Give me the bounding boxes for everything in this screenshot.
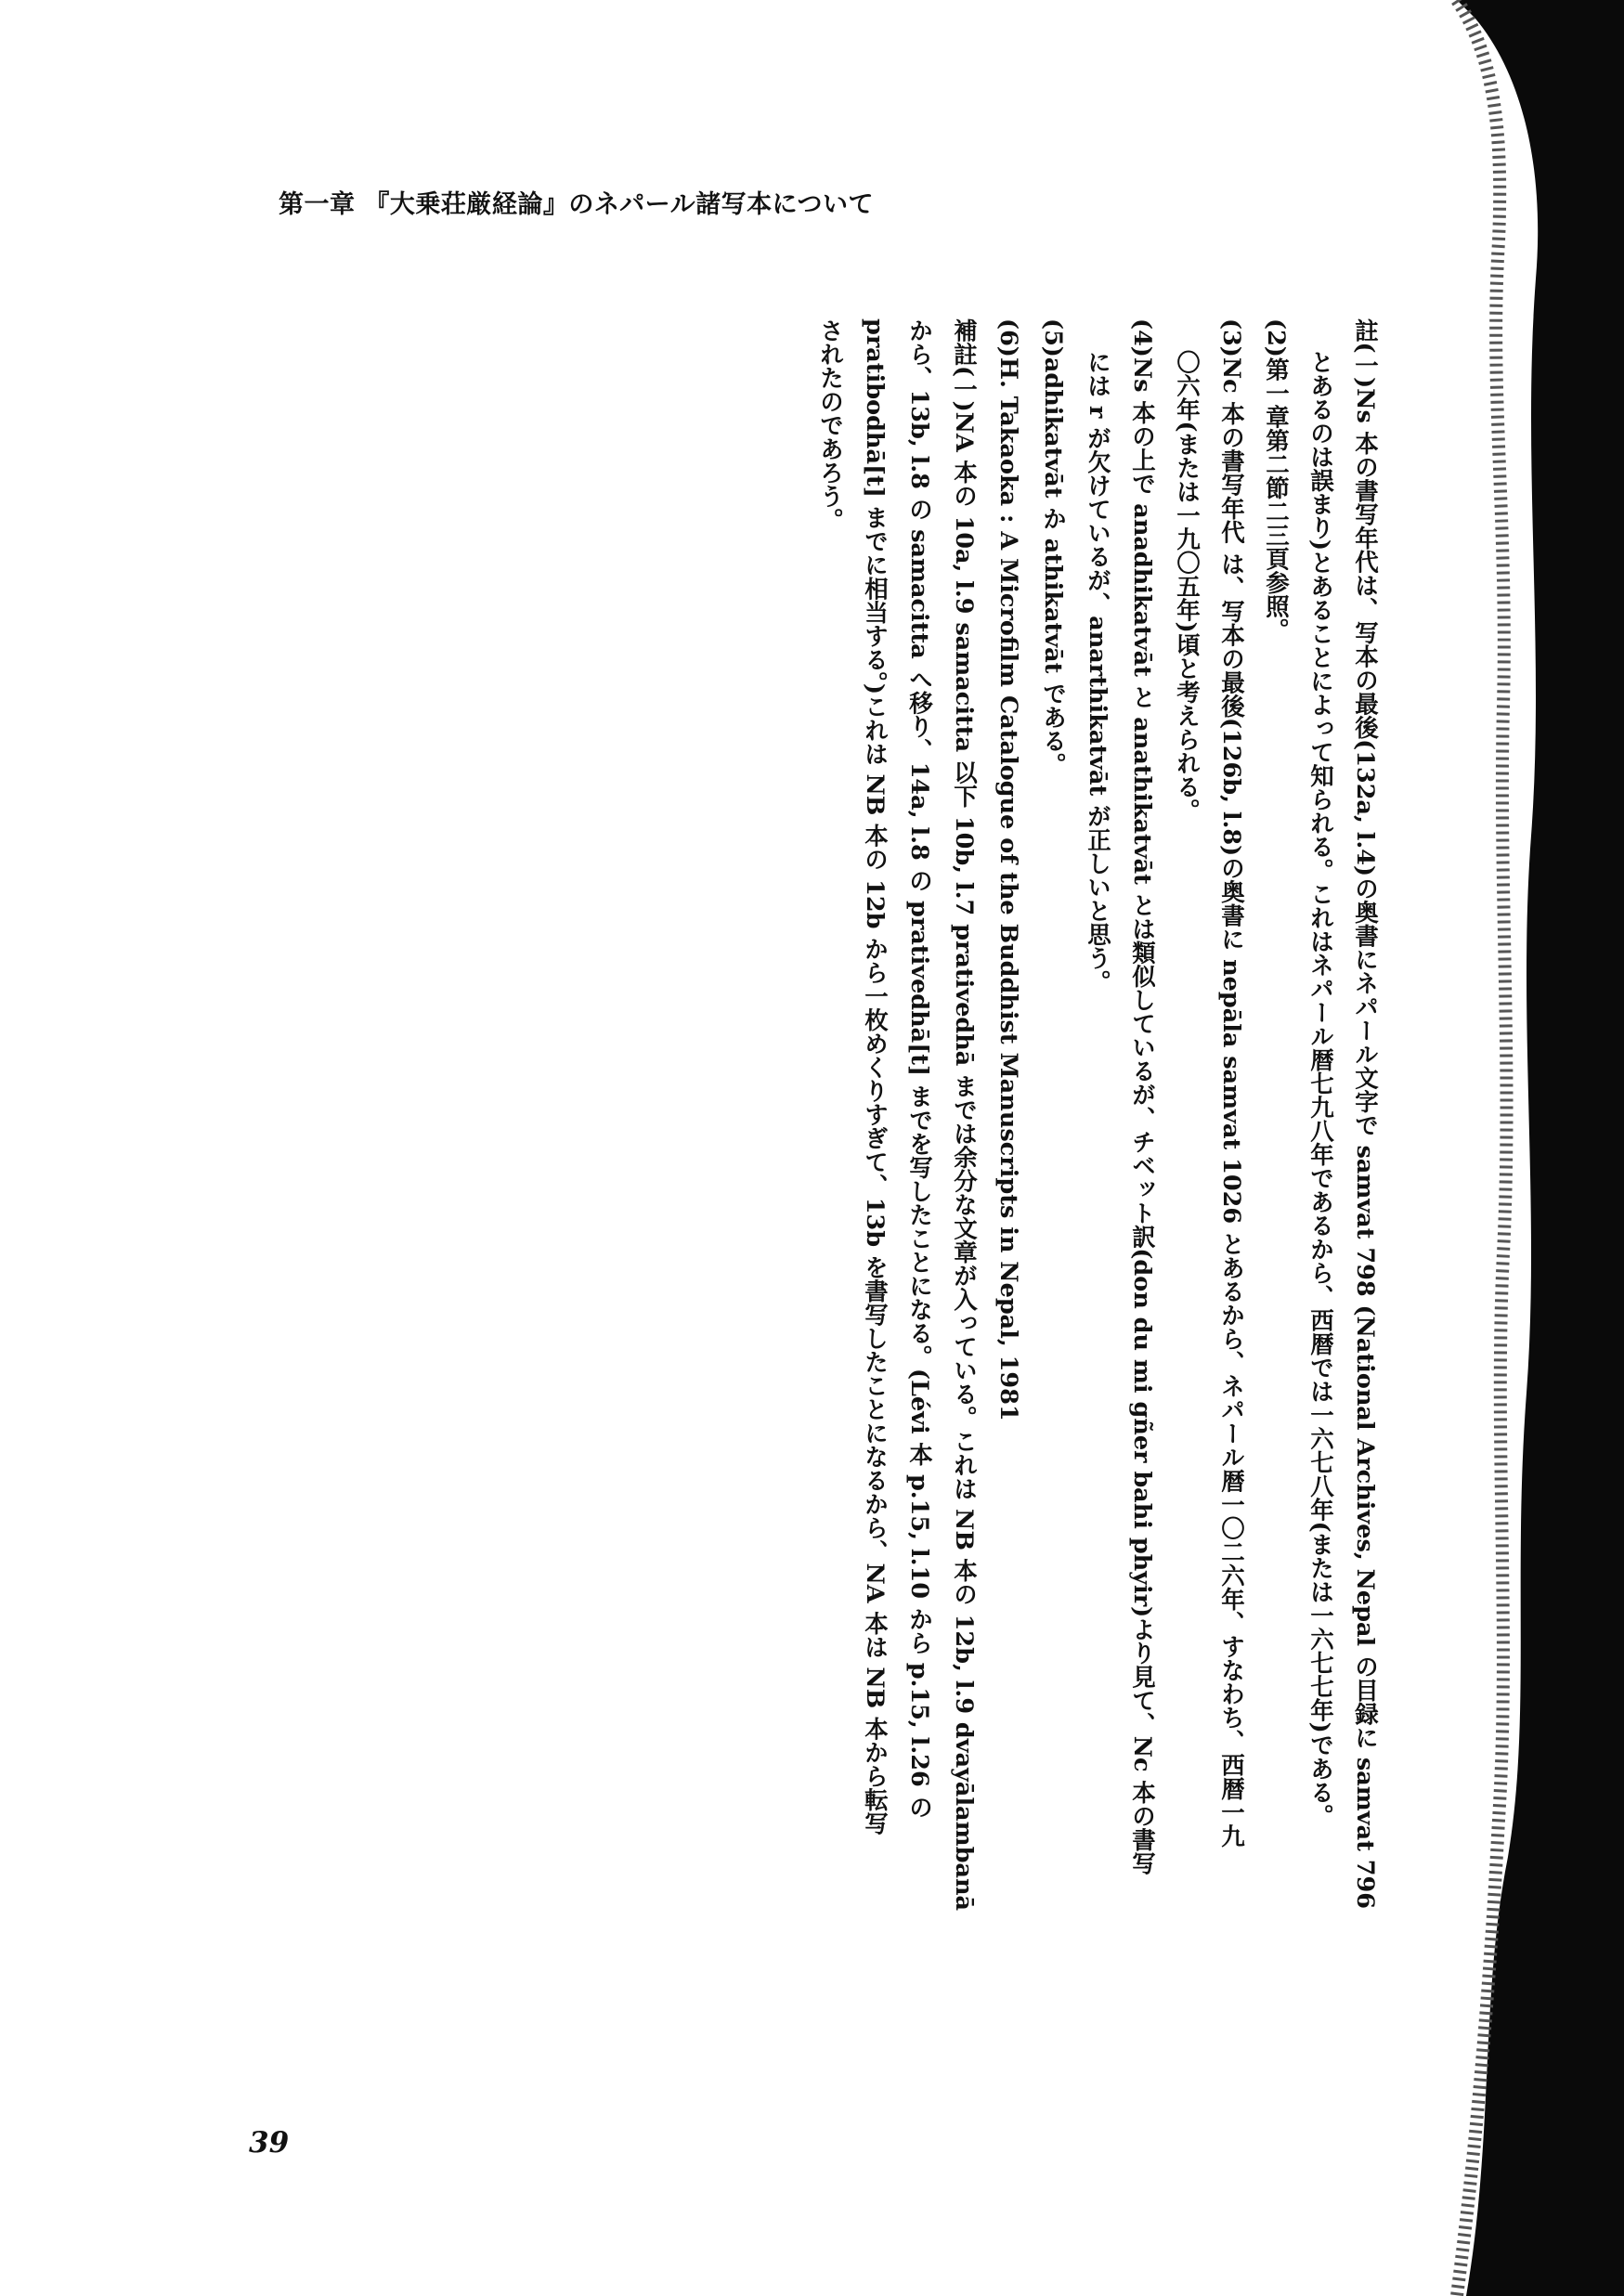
note-4: (4)Ns 本の上で anadhikatvāt と anathikatvāt とは類似しているが、チベット訳(don du mi gñer bahi phyir)より見て、Nc 本の書写: [1128, 318, 1156, 1875]
running-head: 第一章 『大乗荘厳経論』のネパール諸写本について: [279, 190, 875, 219]
scan-edge-shadow: [1438, 0, 1624, 2296]
page-number: 39: [249, 2126, 290, 2160]
notes-block: [808, 318, 1387, 2064]
supplementary-note-1-line-4: されたのであろう。: [816, 318, 844, 532]
note-1: 註(一)Ns 本の書写年代は、写本の最後(132a, l.4)の奥書にネパール文字で samvat 798 (National Archives, Nepal の目録に samvat 796: [1351, 318, 1379, 1909]
supplementary-note-1: 補註(一)NA 本の 10a, l.9 samacitta 以下 10b, l.7 prativedhā までは余分な文章が入っている。これは NB 本の 12b, l.9 dvayālambanā: [950, 318, 978, 1912]
note-3: (3)Nc 本の書写年代 は、写本の最後(126b, l.8)の奥書に nepāla samvat 1026 とあるから、ネパール暦一〇二六年、すなわち、西暦一九: [1217, 318, 1245, 1848]
note-1-continued: とあるのは誤まり)とあることによって知られる。これはネパール暦七九八年であるから、西暦では一六七八年(または一六七七年)である。: [1306, 350, 1334, 1828]
supplementary-note-1-line-3: pratibodhā[t] までに相当する。)これは NB 本の 12b から一枚めくりすぎて、13b を書写したことになるから、NA 本は NB 本から転写: [861, 318, 889, 1836]
note-5: (5)adhikatvāt か athikatvāt である。: [1039, 318, 1067, 777]
note-6: (6)H. Takaoka : A Microfilm Catalogue of the Buddhist Manuscripts in Nepal, 1981: [994, 318, 1022, 1421]
note-4-continued: には r が欠けているが、anarthikatvāt が正しいと思う。: [1084, 350, 1111, 994]
supplementary-note-1-line-2: から、13b, l.8 の samacitta へ移り、14a, l.8 の prativedhā[t] までを写したことになる。(Lévi 本 p.15, l.10 から p.15, l.26 の: [905, 318, 933, 1820]
note-3-continued: 〇六年(または一九〇五年)頃と考えられる。: [1173, 350, 1201, 823]
note-2: (2)第一章第二節二三頁参照。: [1262, 318, 1290, 642]
